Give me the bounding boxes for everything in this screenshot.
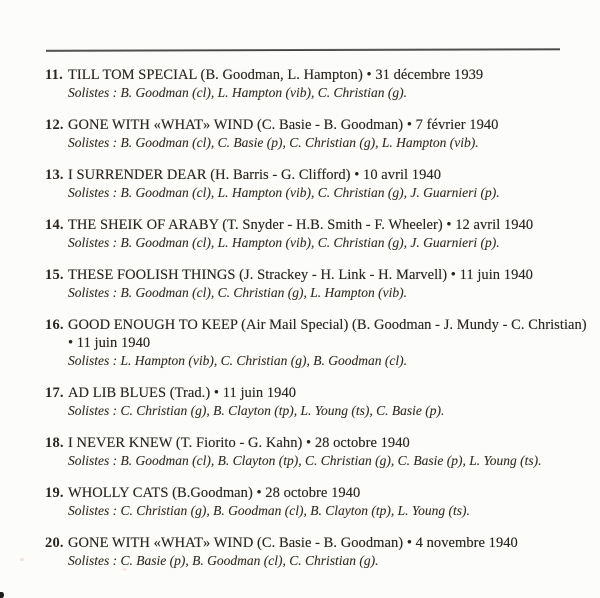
track-number: 15. [45,267,64,283]
track-body [68,316,587,370]
track-soloists: Solistes : B. Goodman (cl), C. Christian (g), L. Hampton (vib). [68,285,407,300]
track-soloists: Solistes : C. Basie (p), B. Goodman (cl), C. Christian (g). [68,553,379,568]
track-number: 11. [45,67,63,83]
track-title-line: GONE WITH «WHAT» WIND (C. Basie - B. Goodman) • 7 février 1940 [68,117,499,133]
track-body [68,484,570,520]
track-entry [45,534,570,570]
track-entry [45,316,587,370]
track-soloists: Solistes : C. Christian (g), B. Goodman (cl), B. Clayton (tp), L. Young (ts). [68,503,470,518]
track-entry [45,166,570,202]
track-title-line: GOOD ENOUGH TO KEEP (Air Mail Special) (B. Goodman - J. Mundy - C. Christian) [68,317,587,333]
track-title-line: GONE WITH «WHAT» WIND (C. Basie - B. Goodman) • 4 novembre 1940 [68,535,518,551]
track-number: 20. [45,535,64,551]
track-soloists: Solistes : B. Goodman (cl), C. Basie (p), C. Christian (g), L. Hampton (vib). [68,135,479,150]
track-number: 18. [45,435,64,451]
track-soloists: Solistes : B. Goodman (cl), L. Hampton (vib), C. Christian (g), J. Guarnieri (p). [68,185,500,200]
track-title-line: • 11 juin 1940 [68,335,151,351]
track-body [68,266,570,302]
track-title-line: AD LIB BLUES (Trad.) • 11 juin 1940 [68,385,297,401]
track-number: 16. [45,317,64,333]
top-rule-divider [46,48,560,52]
track-body [68,116,570,152]
track-number: 12. [45,117,64,133]
track-list [45,66,587,584]
track-number: 14. [45,217,64,233]
track-entry [45,66,570,102]
track-entry [45,266,570,302]
track-body [68,534,570,570]
track-soloists: Solistes : B. Goodman (cl), L. Hampton (vib), C. Christian (g), J. Guarnieri (p). [68,235,500,250]
track-title-line: WHOLLY CATS (B.Goodman) • 28 octobre 1940 [68,485,361,501]
track-soloists: Solistes : B. Goodman (cl), L. Hampton (vib), C. Christian (g). [68,85,407,100]
scan-ink-speck [0,592,4,598]
track-body [68,384,570,420]
track-title-line: I NEVER KNEW (T. Fiorito - G. Kahn) • 28 octobre 1940 [68,435,410,451]
track-title-line: TILL TOM SPECIAL (B. Goodman, L. Hampton) • 31 décembre 1939 [68,67,484,83]
track-number: 13. [45,167,64,183]
track-title-line: I SURRENDER DEAR (H. Barris - G. Clifford) • 10 avril 1940 [68,167,441,183]
track-soloists: Solistes : C. Christian (g), B. Clayton (tp), L. Young (ts), C. Basie (p). [68,403,445,418]
scan-paper-speck [20,558,24,561]
track-soloists: Solistes : B. Goodman (cl), B. Clayton (tp), C. Christian (g), C. Basie (p), L. Young (ts). [68,453,542,468]
track-title-line: THE SHEIK OF ARABY (T. Snyder - H.B. Smith - F. Wheeler) • 12 avril 1940 [68,217,534,233]
track-soloists: Solistes : L. Hampton (vib), C. Christian (g), B. Goodman (cl). [68,353,407,368]
track-body [68,66,570,102]
track-entry [45,384,570,420]
track-number: 17. [45,385,64,401]
track-entry [45,216,570,252]
track-title-line: THESE FOOLISH THINGS (J. Strackey - H. Link - H. Marvell) • 11 juin 1940 [68,267,533,283]
track-entry [45,116,570,152]
track-entry [45,484,570,520]
track-number: 19. [45,485,64,501]
track-body [68,166,570,202]
track-entry [45,434,570,470]
track-body [68,434,570,470]
track-body [68,216,570,252]
